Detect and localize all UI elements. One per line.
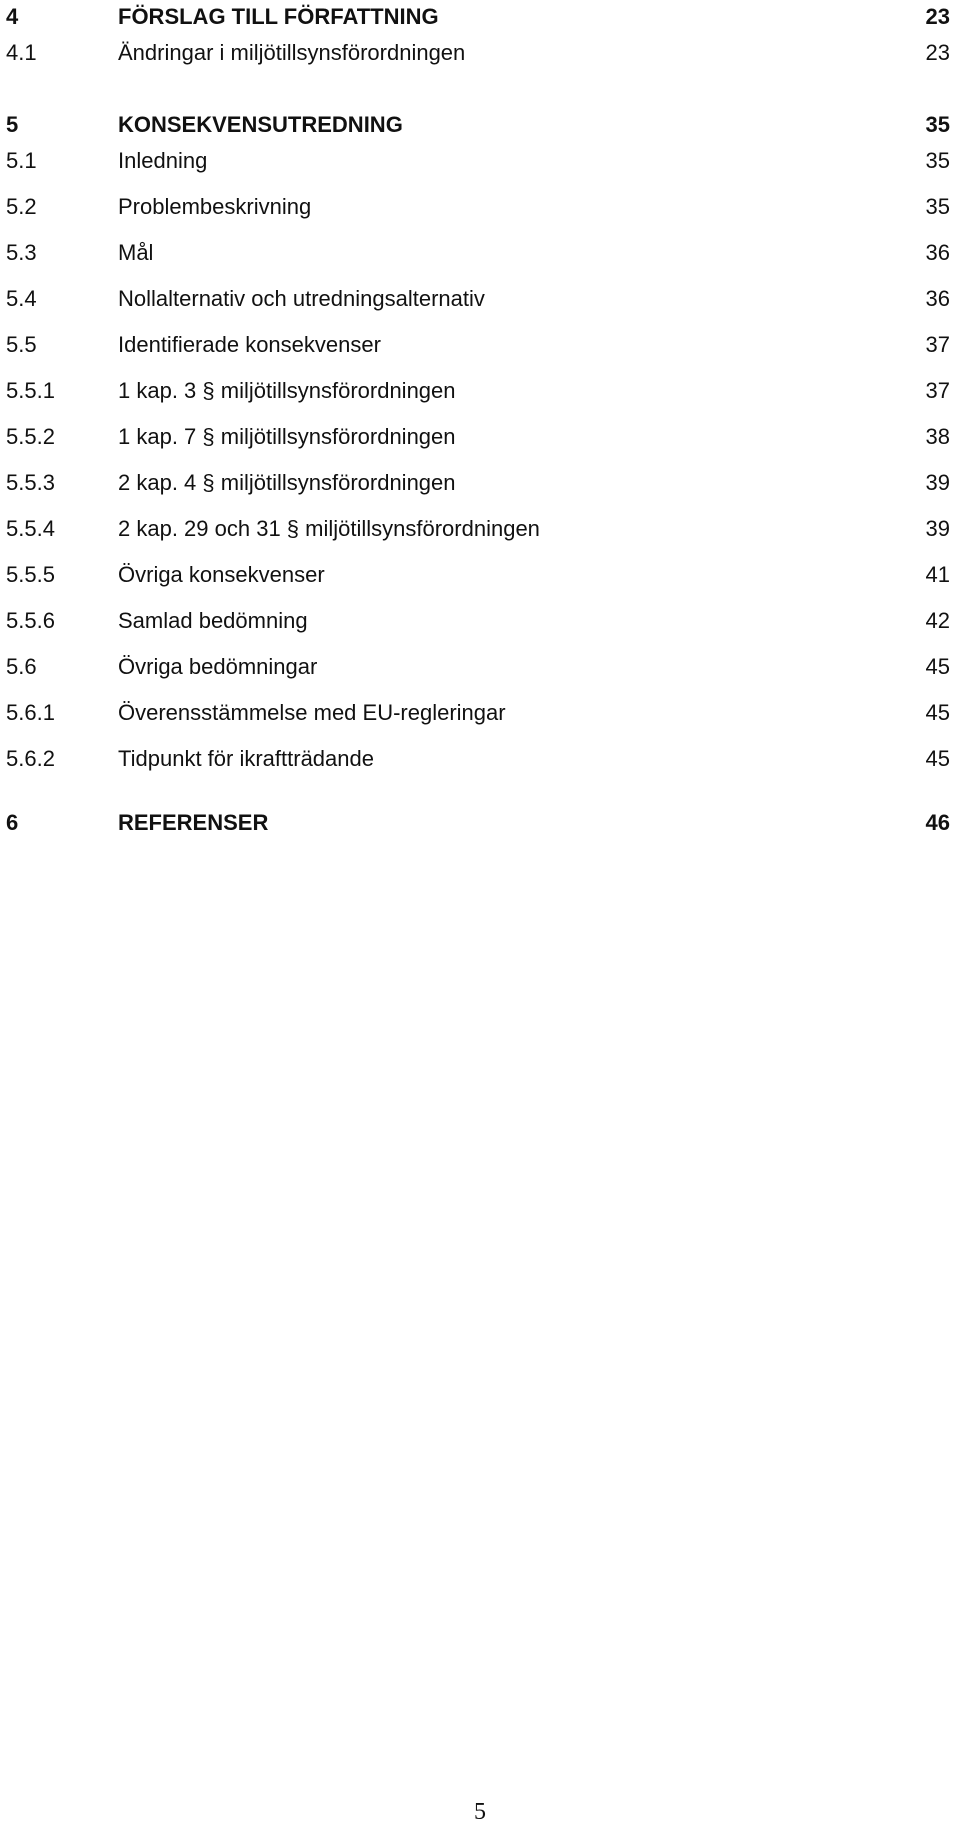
toc-section-number: 5.5.3 [6,470,55,495]
toc-page-number: 46 [925,810,950,835]
toc-entry [0,652,960,692]
toc-section-title: Inledning [118,148,208,173]
toc-section-number: 5.6 [6,654,37,679]
toc-section-number: 5.2 [6,194,37,219]
toc-section-number: 5.6.1 [6,700,55,725]
toc-page-number: 35 [925,112,950,137]
toc-section-title: Nollalternativ och utredningsalternativ [118,286,485,311]
toc-entry [0,808,960,848]
toc-entry [0,698,960,738]
toc-entry [0,284,960,324]
toc-page-number: 36 [925,286,950,311]
toc-section-number: 4 [6,4,19,29]
toc-section-number: 5.5.1 [6,378,55,403]
toc-section-title: Ändringar i miljötillsynsförordningen [118,40,466,65]
toc-page-number: 39 [925,516,950,541]
toc-section-number: 5.5.6 [6,608,55,633]
toc-section-number: 4.1 [6,40,37,65]
toc-entry [0,422,960,462]
toc-section-title: Problembeskrivning [118,194,312,219]
toc-entry [0,606,960,646]
toc-page-number: 45 [925,700,950,725]
toc-section-title: 2 kap. 29 och 31 § miljötillsynsförordningen [118,516,540,541]
toc-page-number: 23 [925,4,950,29]
toc-entry [0,560,960,600]
toc-section-title: 2 kap. 4 § miljötillsynsförordningen [118,470,456,495]
toc-page-number: 23 [925,40,950,65]
toc-section-number: 5.1 [6,148,37,173]
toc-page-number: 41 [925,562,950,587]
toc-section-title: Mål [118,240,154,265]
toc-page-number: 45 [925,654,950,679]
toc-section-title: FÖRSLAG TILL FÖRFATTNING [118,4,439,29]
toc-page-number: 35 [925,148,950,173]
toc-page-number: 35 [925,194,950,219]
toc-entry [0,192,960,232]
page-number: 5 [474,1799,486,1825]
toc-section-number: 5.4 [6,286,37,311]
toc-entry [0,146,960,186]
toc-entry [0,468,960,508]
toc-section-title: Tidpunkt för ikraftträdande [118,746,374,771]
toc-page-number: 38 [925,424,950,449]
toc-section-title: KONSEKVENSUTREDNING [118,112,403,137]
toc-section-title: Överensstämmelse med EU-regleringar [118,700,506,725]
toc-page-number: 37 [925,378,950,403]
toc-section-title: Samlad bedömning [118,608,308,633]
toc-section-number: 5.5 [6,332,37,357]
toc-entry [0,38,960,78]
toc-section-number: 5.6.2 [6,746,55,771]
toc-section-number: 5 [6,112,19,137]
toc-page-number: 37 [925,332,950,357]
toc-entry [0,376,960,416]
toc-page-number: 36 [925,240,950,265]
toc-entry [0,110,960,150]
toc-page-number: 45 [925,746,950,771]
toc-page-number: 39 [925,470,950,495]
toc-section-title: REFERENSER [118,810,269,835]
toc-section-title: 1 kap. 7 § miljötillsynsförordningen [118,424,456,449]
toc-section-number: 5.5.2 [6,424,55,449]
toc-entry [0,514,960,554]
toc-entry [0,2,960,42]
toc-entry [0,330,960,370]
toc-entry [0,744,960,784]
toc-section-number: 5.3 [6,240,37,265]
toc-page-number: 42 [925,608,950,633]
toc-section-number: 5.5.5 [6,562,55,587]
toc-entry [0,238,960,278]
toc-section-title: Övriga konsekvenser [118,562,325,587]
toc-section-title: Identifierade konsekvenser [118,332,381,357]
toc-section-title: Övriga bedömningar [118,654,318,679]
toc-section-number: 5.5.4 [6,516,55,541]
toc-section-number: 6 [6,810,19,835]
toc-section-title: 1 kap. 3 § miljötillsynsförordningen [118,378,456,403]
